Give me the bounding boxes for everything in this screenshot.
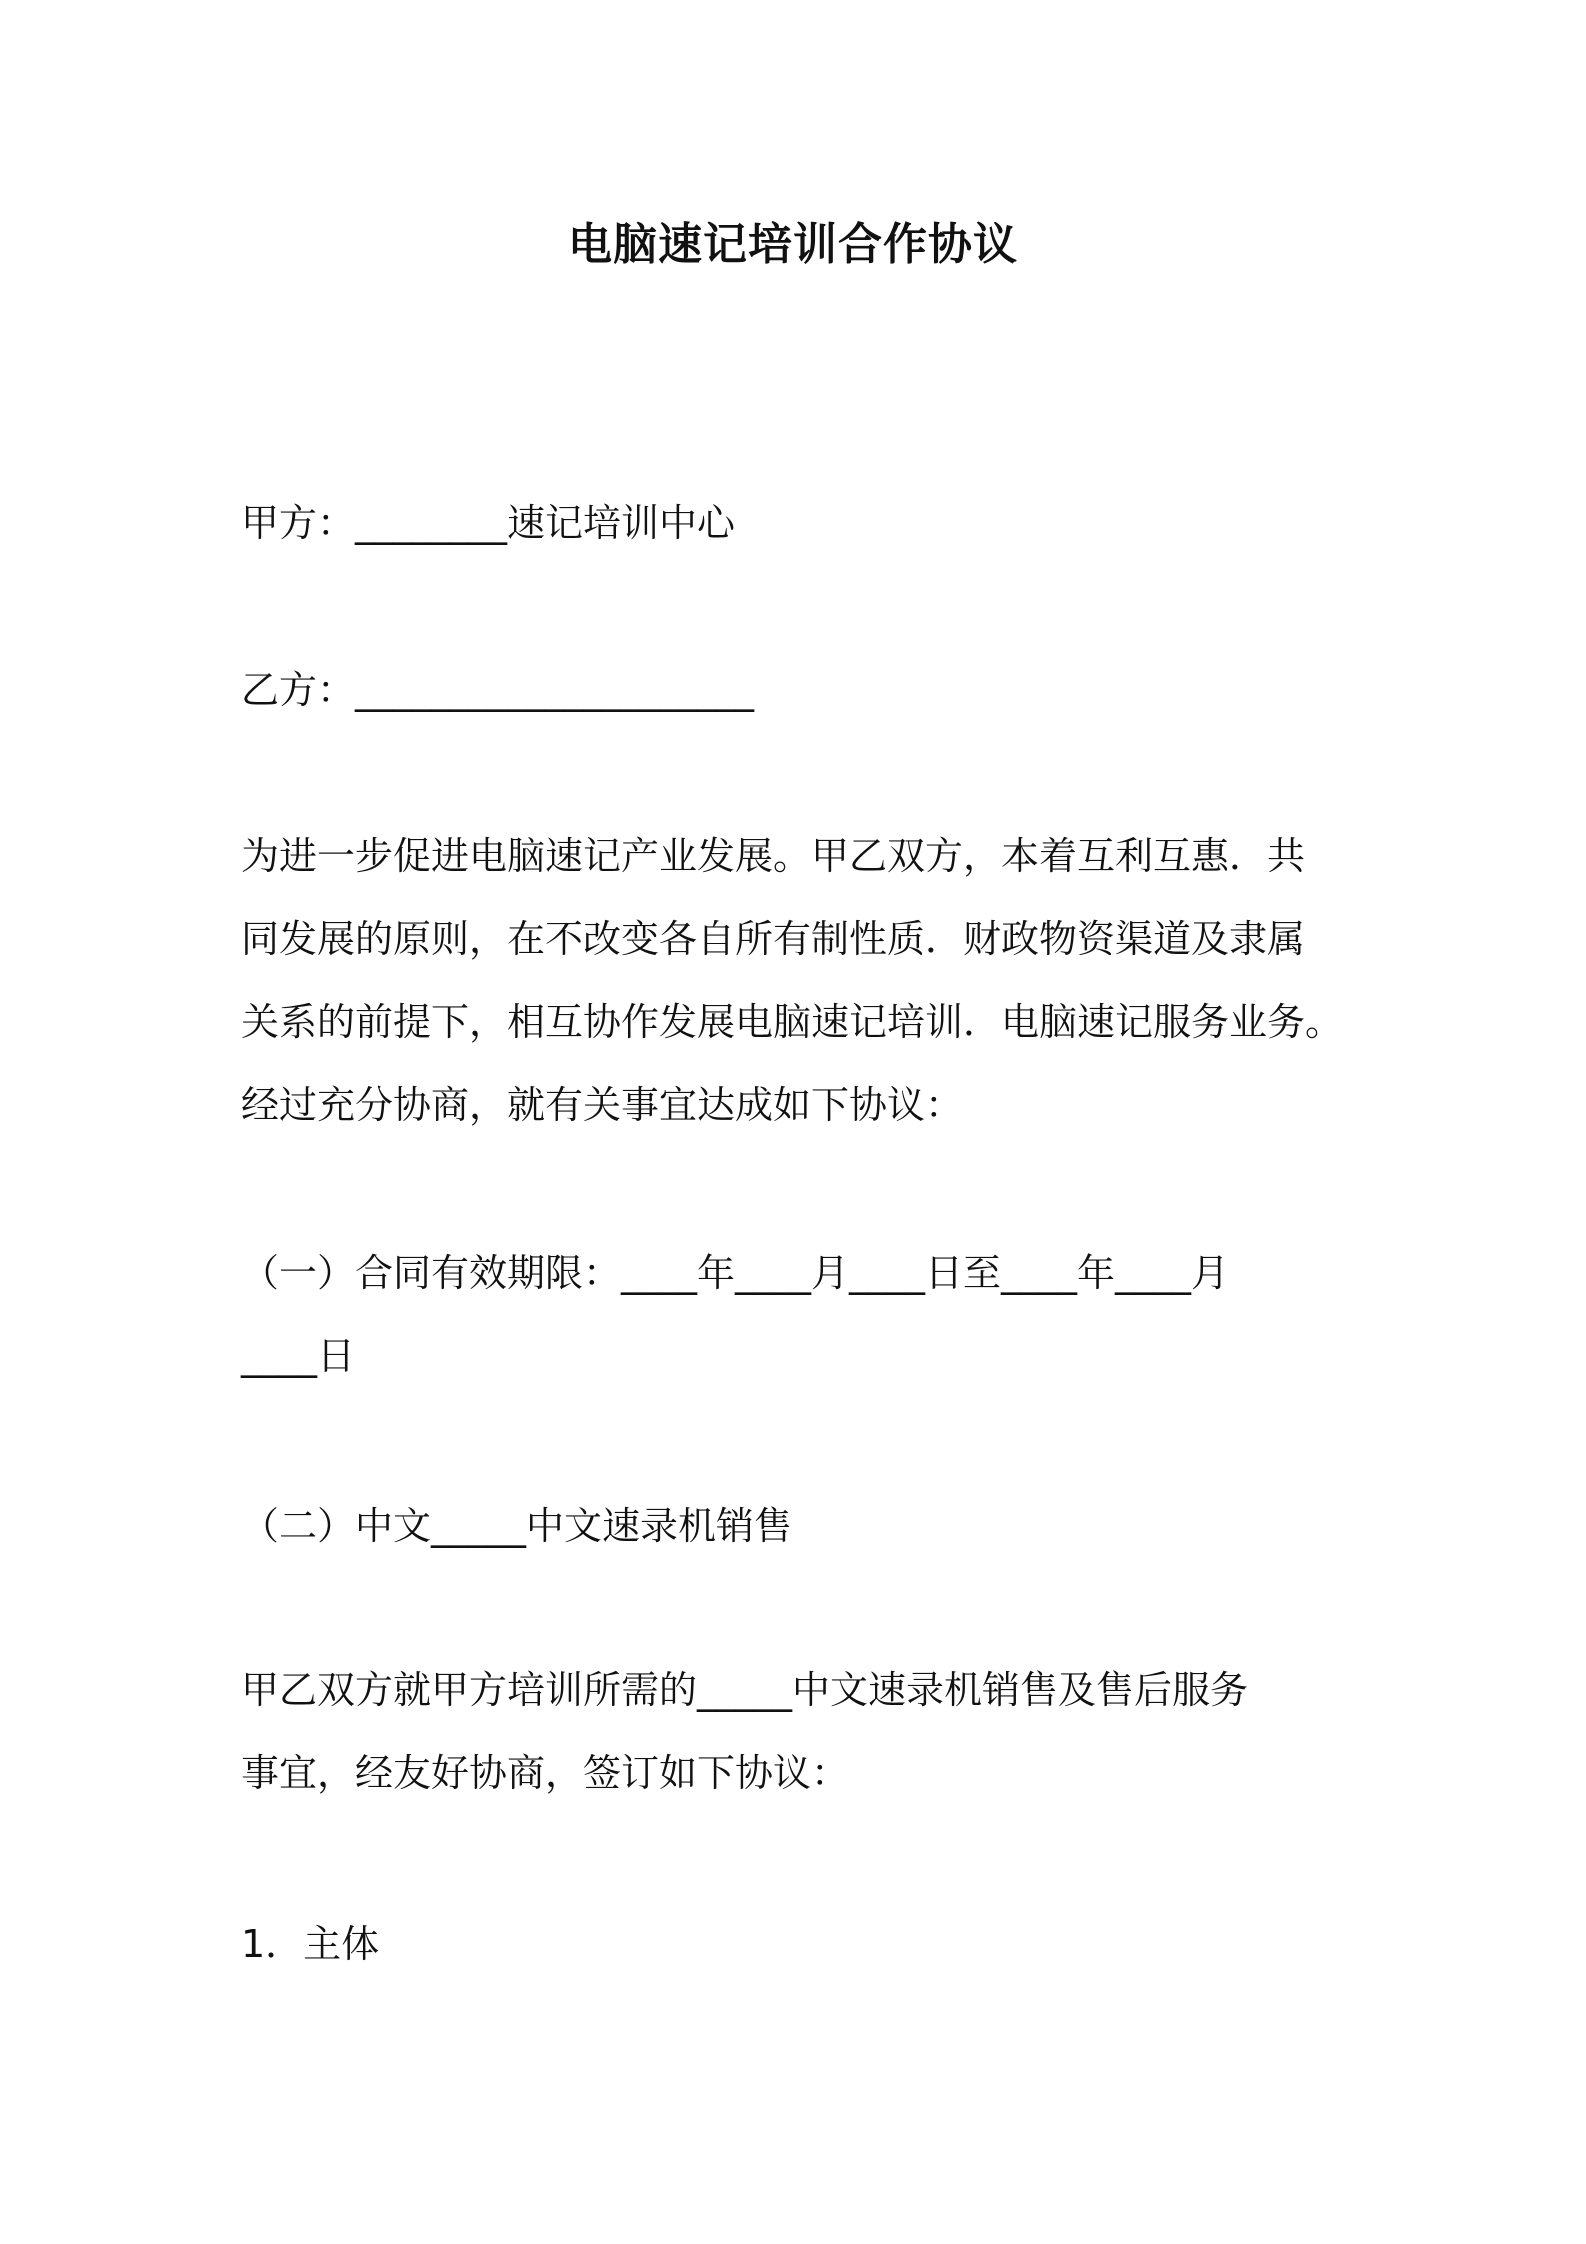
intro-line: 同发展的原则，在不改变各自所有制性质．财政物资渠道及隶属 xyxy=(241,917,1306,961)
sales-line: 事宜，经友好协商，签订如下协议： xyxy=(241,1751,850,1795)
intro-line: 为进一步促进电脑速记产业发展。甲乙双方，本着互利互惠．共 xyxy=(241,834,1306,878)
party-a-line: 甲方：________速记培训中心 xyxy=(241,501,736,545)
document-title: 电脑速记培训合作协议 xyxy=(568,219,1018,270)
intro-line: 关系的前提下，相互协作发展电脑速记培训．电脑速记服务业务。 xyxy=(241,1000,1344,1044)
clause-line: ____日 xyxy=(241,1334,356,1378)
clause-sales-heading: （二）中文_____中文速录机销售 xyxy=(241,1504,793,1548)
party-b-line: 乙方：_____________________ xyxy=(241,668,755,712)
sales-paragraph xyxy=(241,1649,1361,1815)
sales-line: 甲乙双方就甲方培训所需的_____中文速录机销售及售后服务 xyxy=(241,1668,1249,1712)
intro-paragraph xyxy=(241,815,1361,1147)
item-subject-heading: 1．主体 xyxy=(241,1922,380,1966)
clause-validity-period xyxy=(241,1232,1361,1398)
intro-line: 经过充分协商，就有关事宜达成如下协议： xyxy=(241,1083,964,1127)
clause-line: （一）合同有效期限：____年____月____日至____年____月 xyxy=(241,1251,1230,1295)
